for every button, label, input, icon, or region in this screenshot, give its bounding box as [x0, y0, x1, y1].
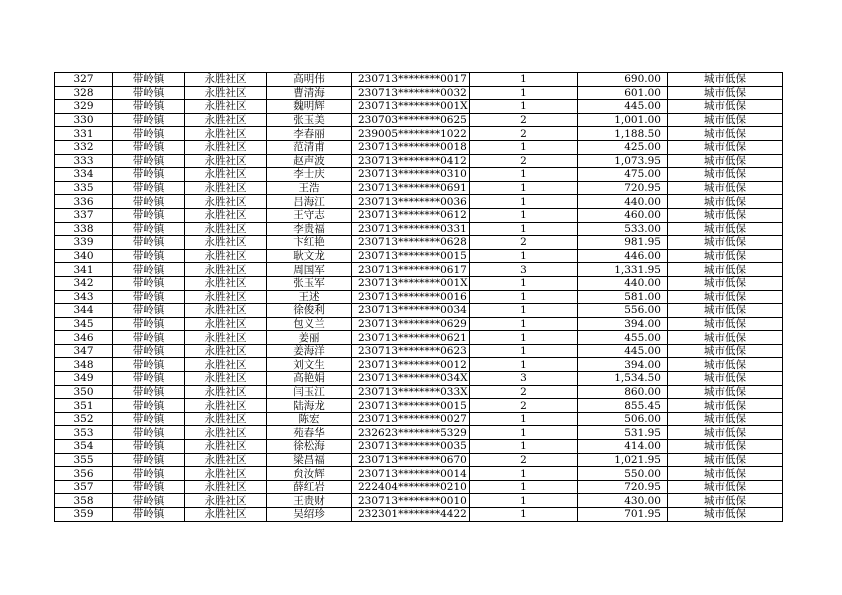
person-name-cell: 周国军 — [267, 263, 352, 277]
town-cell: 带岭镇 — [113, 453, 185, 467]
person-name-cell: 李春丽 — [267, 127, 352, 141]
id-number-cell: 232301********4422 — [352, 508, 470, 522]
table-row — [55, 168, 783, 182]
id-number-cell: 232623********5329 — [352, 426, 470, 440]
id-number-cell: 230713********0010 — [352, 494, 470, 508]
table-row — [55, 385, 783, 399]
amount-cell: 1,534.50 — [578, 372, 668, 386]
amount-cell: 720.95 — [578, 480, 668, 494]
row-number-cell: 358 — [55, 494, 113, 508]
amount-cell: 440.00 — [578, 276, 668, 290]
household-size-cell: 1 — [470, 508, 578, 522]
row-number-cell: 338 — [55, 222, 113, 236]
row-number-cell: 334 — [55, 168, 113, 182]
table-row — [55, 222, 783, 236]
id-number-cell: 230713********0331 — [352, 222, 470, 236]
community-cell: 永胜社区 — [185, 249, 267, 263]
table-row — [55, 140, 783, 154]
table-row — [55, 208, 783, 222]
assistance-type-cell: 城市低保 — [668, 412, 783, 426]
person-name-cell: 包义兰 — [267, 317, 352, 331]
row-number-cell: 345 — [55, 317, 113, 331]
person-name-cell: 吕海江 — [267, 195, 352, 209]
amount-cell: 1,331.95 — [578, 263, 668, 277]
assistance-type-cell: 城市低保 — [668, 331, 783, 345]
assistance-type-cell: 城市低保 — [668, 304, 783, 318]
town-cell: 带岭镇 — [113, 86, 185, 100]
amount-cell: 601.00 — [578, 86, 668, 100]
amount-cell: 1,073.95 — [578, 154, 668, 168]
amount-cell: 460.00 — [578, 208, 668, 222]
household-size-cell: 2 — [470, 385, 578, 399]
person-name-cell: 徐松海 — [267, 440, 352, 454]
table-row — [55, 331, 783, 345]
community-cell: 永胜社区 — [185, 385, 267, 399]
row-number-cell: 352 — [55, 412, 113, 426]
table-row — [55, 127, 783, 141]
person-name-cell: 李贵福 — [267, 222, 352, 236]
household-size-cell: 1 — [470, 140, 578, 154]
id-number-cell: 230713********0016 — [352, 290, 470, 304]
town-cell: 带岭镇 — [113, 412, 185, 426]
amount-cell: 720.95 — [578, 181, 668, 195]
row-number-cell: 328 — [55, 86, 113, 100]
town-cell: 带岭镇 — [113, 181, 185, 195]
town-cell: 带岭镇 — [113, 263, 185, 277]
table-row — [55, 290, 783, 304]
assistance-type-cell: 城市低保 — [668, 372, 783, 386]
assistance-type-cell: 城市低保 — [668, 222, 783, 236]
id-number-cell: 230713********0015 — [352, 399, 470, 413]
community-cell: 永胜社区 — [185, 467, 267, 481]
assistance-type-cell: 城市低保 — [668, 508, 783, 522]
id-number-cell: 230713********0035 — [352, 440, 470, 454]
person-name-cell: 李士庆 — [267, 168, 352, 182]
amount-cell: 394.00 — [578, 317, 668, 331]
town-cell: 带岭镇 — [113, 372, 185, 386]
household-size-cell: 3 — [470, 263, 578, 277]
assistance-type-cell: 城市低保 — [668, 86, 783, 100]
household-size-cell: 1 — [470, 344, 578, 358]
amount-cell: 1,001.00 — [578, 113, 668, 127]
table-row — [55, 440, 783, 454]
row-number-cell: 346 — [55, 331, 113, 345]
community-cell: 永胜社区 — [185, 113, 267, 127]
amount-cell: 394.00 — [578, 358, 668, 372]
id-number-cell: 230713********0018 — [352, 140, 470, 154]
table-row — [55, 73, 783, 87]
town-cell: 带岭镇 — [113, 480, 185, 494]
person-name-cell: 闫玉江 — [267, 385, 352, 399]
row-number-cell: 332 — [55, 140, 113, 154]
assistance-type-cell: 城市低保 — [668, 168, 783, 182]
amount-cell: 981.95 — [578, 236, 668, 250]
amount-cell: 855.45 — [578, 399, 668, 413]
amount-cell: 550.00 — [578, 467, 668, 481]
household-size-cell: 1 — [470, 426, 578, 440]
assistance-type-cell: 城市低保 — [668, 113, 783, 127]
town-cell: 带岭镇 — [113, 494, 185, 508]
person-name-cell: 姜丽 — [267, 331, 352, 345]
id-number-cell: 230713********0412 — [352, 154, 470, 168]
town-cell: 带岭镇 — [113, 276, 185, 290]
household-size-cell: 1 — [470, 317, 578, 331]
town-cell: 带岭镇 — [113, 358, 185, 372]
row-number-cell: 351 — [55, 399, 113, 413]
assistance-type-cell: 城市低保 — [668, 426, 783, 440]
amount-cell: 425.00 — [578, 140, 668, 154]
household-size-cell: 3 — [470, 372, 578, 386]
amount-cell: 440.00 — [578, 195, 668, 209]
row-number-cell: 337 — [55, 208, 113, 222]
assistance-type-cell: 城市低保 — [668, 100, 783, 114]
town-cell: 带岭镇 — [113, 100, 185, 114]
amount-cell: 1,188.50 — [578, 127, 668, 141]
id-number-cell: 230713********0012 — [352, 358, 470, 372]
community-cell: 永胜社区 — [185, 508, 267, 522]
amount-cell: 455.00 — [578, 331, 668, 345]
table-row — [55, 494, 783, 508]
amount-cell: 860.00 — [578, 385, 668, 399]
table-row — [55, 508, 783, 522]
assistance-type-cell: 城市低保 — [668, 127, 783, 141]
person-name-cell: 姜海洋 — [267, 344, 352, 358]
community-cell: 永胜社区 — [185, 236, 267, 250]
assistance-type-cell: 城市低保 — [668, 467, 783, 481]
id-number-cell: 230713********0027 — [352, 412, 470, 426]
assistance-type-cell: 城市低保 — [668, 399, 783, 413]
town-cell: 带岭镇 — [113, 168, 185, 182]
assistance-type-cell: 城市低保 — [668, 344, 783, 358]
community-cell: 永胜社区 — [185, 290, 267, 304]
community-cell: 永胜社区 — [185, 317, 267, 331]
row-number-cell: 354 — [55, 440, 113, 454]
assistance-type-cell: 城市低保 — [668, 208, 783, 222]
assistance-type-cell: 城市低保 — [668, 249, 783, 263]
table-row — [55, 195, 783, 209]
community-cell: 永胜社区 — [185, 480, 267, 494]
row-number-cell: 331 — [55, 127, 113, 141]
community-cell: 永胜社区 — [185, 399, 267, 413]
town-cell: 带岭镇 — [113, 154, 185, 168]
household-size-cell: 1 — [470, 249, 578, 263]
row-number-cell: 341 — [55, 263, 113, 277]
town-cell: 带岭镇 — [113, 385, 185, 399]
id-number-cell: 230713********0691 — [352, 181, 470, 195]
community-cell: 永胜社区 — [185, 100, 267, 114]
town-cell: 带岭镇 — [113, 331, 185, 345]
id-number-cell: 230713********0617 — [352, 263, 470, 277]
amount-cell: 701.95 — [578, 508, 668, 522]
table-row — [55, 263, 783, 277]
assistance-type-cell: 城市低保 — [668, 358, 783, 372]
town-cell: 带岭镇 — [113, 222, 185, 236]
table-row — [55, 372, 783, 386]
id-number-cell: 230713********0014 — [352, 467, 470, 481]
table-row — [55, 276, 783, 290]
person-name-cell: 王述 — [267, 290, 352, 304]
amount-cell: 506.00 — [578, 412, 668, 426]
table-row — [55, 480, 783, 494]
amount-cell: 430.00 — [578, 494, 668, 508]
id-number-cell: 230713********0628 — [352, 236, 470, 250]
community-cell: 永胜社区 — [185, 494, 267, 508]
id-number-cell: 230713********0036 — [352, 195, 470, 209]
table-row — [55, 358, 783, 372]
community-cell: 永胜社区 — [185, 440, 267, 454]
household-size-cell: 1 — [470, 480, 578, 494]
person-name-cell: 徐俊利 — [267, 304, 352, 318]
row-number-cell: 336 — [55, 195, 113, 209]
household-size-cell: 1 — [470, 290, 578, 304]
community-cell: 永胜社区 — [185, 86, 267, 100]
household-size-cell: 2 — [470, 127, 578, 141]
row-number-cell: 330 — [55, 113, 113, 127]
community-cell: 永胜社区 — [185, 331, 267, 345]
table-row — [55, 467, 783, 481]
community-cell: 永胜社区 — [185, 127, 267, 141]
community-cell: 永胜社区 — [185, 181, 267, 195]
row-number-cell: 348 — [55, 358, 113, 372]
amount-cell: 581.00 — [578, 290, 668, 304]
town-cell: 带岭镇 — [113, 440, 185, 454]
community-cell: 永胜社区 — [185, 344, 267, 358]
town-cell: 带岭镇 — [113, 113, 185, 127]
table-row — [55, 344, 783, 358]
town-cell: 带岭镇 — [113, 208, 185, 222]
assistance-type-cell: 城市低保 — [668, 385, 783, 399]
id-number-cell: 230713********0015 — [352, 249, 470, 263]
amount-cell: 414.00 — [578, 440, 668, 454]
id-number-cell: 239005********1022 — [352, 127, 470, 141]
town-cell: 带岭镇 — [113, 290, 185, 304]
town-cell: 带岭镇 — [113, 127, 185, 141]
community-cell: 永胜社区 — [185, 276, 267, 290]
row-number-cell: 339 — [55, 236, 113, 250]
row-number-cell: 355 — [55, 453, 113, 467]
assistance-type-cell: 城市低保 — [668, 453, 783, 467]
amount-cell: 445.00 — [578, 344, 668, 358]
assistance-type-cell: 城市低保 — [668, 480, 783, 494]
town-cell: 带岭镇 — [113, 304, 185, 318]
id-number-cell: 230713********0310 — [352, 168, 470, 182]
table-row — [55, 236, 783, 250]
person-name-cell: 王浩 — [267, 181, 352, 195]
community-cell: 永胜社区 — [185, 412, 267, 426]
table-row — [55, 181, 783, 195]
person-name-cell: 陆海龙 — [267, 399, 352, 413]
person-name-cell: 薛红岩 — [267, 480, 352, 494]
table-row — [55, 426, 783, 440]
person-name-cell: 耿文龙 — [267, 249, 352, 263]
town-cell: 带岭镇 — [113, 317, 185, 331]
row-number-cell: 340 — [55, 249, 113, 263]
community-cell: 永胜社区 — [185, 154, 267, 168]
assistance-type-cell: 城市低保 — [668, 154, 783, 168]
row-number-cell: 333 — [55, 154, 113, 168]
household-size-cell: 1 — [470, 412, 578, 426]
row-number-cell: 329 — [55, 100, 113, 114]
amount-cell: 475.00 — [578, 168, 668, 182]
household-size-cell: 1 — [470, 73, 578, 87]
person-name-cell: 苑春华 — [267, 426, 352, 440]
table-body — [55, 73, 783, 522]
person-name-cell: 张玉美 — [267, 113, 352, 127]
table-row — [55, 249, 783, 263]
person-name-cell: 赵声波 — [267, 154, 352, 168]
assistance-type-cell: 城市低保 — [668, 276, 783, 290]
table-row — [55, 399, 783, 413]
household-size-cell: 1 — [470, 276, 578, 290]
household-size-cell: 1 — [470, 467, 578, 481]
assistance-type-cell: 城市低保 — [668, 317, 783, 331]
community-cell: 永胜社区 — [185, 372, 267, 386]
row-number-cell: 350 — [55, 385, 113, 399]
household-size-cell: 1 — [470, 168, 578, 182]
household-size-cell: 1 — [470, 100, 578, 114]
table-row — [55, 412, 783, 426]
town-cell: 带岭镇 — [113, 140, 185, 154]
table-row — [55, 113, 783, 127]
amount-cell: 531.95 — [578, 426, 668, 440]
row-number-cell: 335 — [55, 181, 113, 195]
community-cell: 永胜社区 — [185, 426, 267, 440]
community-cell: 永胜社区 — [185, 263, 267, 277]
community-cell: 永胜社区 — [185, 222, 267, 236]
community-cell: 永胜社区 — [185, 168, 267, 182]
household-size-cell: 1 — [470, 86, 578, 100]
assistance-type-cell: 城市低保 — [668, 73, 783, 87]
assistance-type-cell: 城市低保 — [668, 290, 783, 304]
person-name-cell: 陈宏 — [267, 412, 352, 426]
assistance-type-cell: 城市低保 — [668, 494, 783, 508]
town-cell: 带岭镇 — [113, 73, 185, 87]
community-cell: 永胜社区 — [185, 195, 267, 209]
assistance-type-cell: 城市低保 — [668, 236, 783, 250]
person-name-cell: 高明伟 — [267, 73, 352, 87]
table-row — [55, 317, 783, 331]
assistance-type-cell: 城市低保 — [668, 195, 783, 209]
household-size-cell: 2 — [470, 113, 578, 127]
row-number-cell: 356 — [55, 467, 113, 481]
household-size-cell: 1 — [470, 195, 578, 209]
id-number-cell: 230703********0625 — [352, 113, 470, 127]
household-size-cell: 2 — [470, 453, 578, 467]
person-name-cell: 高艳娟 — [267, 372, 352, 386]
town-cell: 带岭镇 — [113, 399, 185, 413]
town-cell: 带岭镇 — [113, 426, 185, 440]
person-name-cell: 王贵财 — [267, 494, 352, 508]
town-cell: 带岭镇 — [113, 467, 185, 481]
person-name-cell: 刘文生 — [267, 358, 352, 372]
town-cell: 带岭镇 — [113, 195, 185, 209]
amount-cell: 1,021.95 — [578, 453, 668, 467]
household-size-cell: 1 — [470, 304, 578, 318]
household-size-cell: 1 — [470, 494, 578, 508]
id-number-cell: 230713********0034 — [352, 304, 470, 318]
amount-cell: 556.00 — [578, 304, 668, 318]
id-number-cell: 230713********0017 — [352, 73, 470, 87]
benefit-table — [54, 72, 783, 522]
row-number-cell: 342 — [55, 276, 113, 290]
household-size-cell: 2 — [470, 236, 578, 250]
community-cell: 永胜社区 — [185, 140, 267, 154]
amount-cell: 690.00 — [578, 73, 668, 87]
person-name-cell: 王守志 — [267, 208, 352, 222]
household-size-cell: 2 — [470, 154, 578, 168]
person-name-cell: 卞红艳 — [267, 236, 352, 250]
community-cell: 永胜社区 — [185, 73, 267, 87]
household-size-cell: 1 — [470, 331, 578, 345]
household-size-cell: 1 — [470, 222, 578, 236]
row-number-cell: 327 — [55, 73, 113, 87]
community-cell: 永胜社区 — [185, 453, 267, 467]
amount-cell: 445.00 — [578, 100, 668, 114]
id-number-cell: 230713********0612 — [352, 208, 470, 222]
row-number-cell: 344 — [55, 304, 113, 318]
person-name-cell: 吴绍珍 — [267, 508, 352, 522]
community-cell: 永胜社区 — [185, 358, 267, 372]
id-number-cell: 230713********034X — [352, 372, 470, 386]
household-size-cell: 1 — [470, 208, 578, 222]
town-cell: 带岭镇 — [113, 344, 185, 358]
table-row — [55, 154, 783, 168]
row-number-cell: 353 — [55, 426, 113, 440]
assistance-type-cell: 城市低保 — [668, 440, 783, 454]
id-number-cell: 230713********0670 — [352, 453, 470, 467]
household-size-cell: 1 — [470, 358, 578, 372]
row-number-cell: 357 — [55, 480, 113, 494]
table-row — [55, 453, 783, 467]
household-size-cell: 2 — [470, 399, 578, 413]
assistance-type-cell: 城市低保 — [668, 140, 783, 154]
row-number-cell: 359 — [55, 508, 113, 522]
amount-cell: 446.00 — [578, 249, 668, 263]
table-row — [55, 86, 783, 100]
assistance-type-cell: 城市低保 — [668, 263, 783, 277]
town-cell: 带岭镇 — [113, 249, 185, 263]
row-number-cell: 347 — [55, 344, 113, 358]
person-name-cell: 曹清海 — [267, 86, 352, 100]
row-number-cell: 349 — [55, 372, 113, 386]
id-number-cell: 230713********0621 — [352, 331, 470, 345]
town-cell: 带岭镇 — [113, 236, 185, 250]
person-name-cell: 魏明辉 — [267, 100, 352, 114]
household-size-cell: 1 — [470, 181, 578, 195]
person-name-cell: 张玉军 — [267, 276, 352, 290]
household-size-cell: 1 — [470, 440, 578, 454]
table-row — [55, 304, 783, 318]
row-number-cell: 343 — [55, 290, 113, 304]
assistance-type-cell: 城市低保 — [668, 181, 783, 195]
person-name-cell: 梁昌福 — [267, 453, 352, 467]
id-number-cell: 230713********0032 — [352, 86, 470, 100]
table-row — [55, 100, 783, 114]
id-number-cell: 222404********0210 — [352, 480, 470, 494]
person-name-cell: 范清甫 — [267, 140, 352, 154]
id-number-cell: 230713********001X — [352, 100, 470, 114]
person-name-cell: 贠汝辉 — [267, 467, 352, 481]
town-cell: 带岭镇 — [113, 508, 185, 522]
id-number-cell: 230713********033X — [352, 385, 470, 399]
id-number-cell: 230713********001X — [352, 276, 470, 290]
id-number-cell: 230713********0623 — [352, 344, 470, 358]
amount-cell: 533.00 — [578, 222, 668, 236]
community-cell: 永胜社区 — [185, 208, 267, 222]
id-number-cell: 230713********0629 — [352, 317, 470, 331]
community-cell: 永胜社区 — [185, 304, 267, 318]
